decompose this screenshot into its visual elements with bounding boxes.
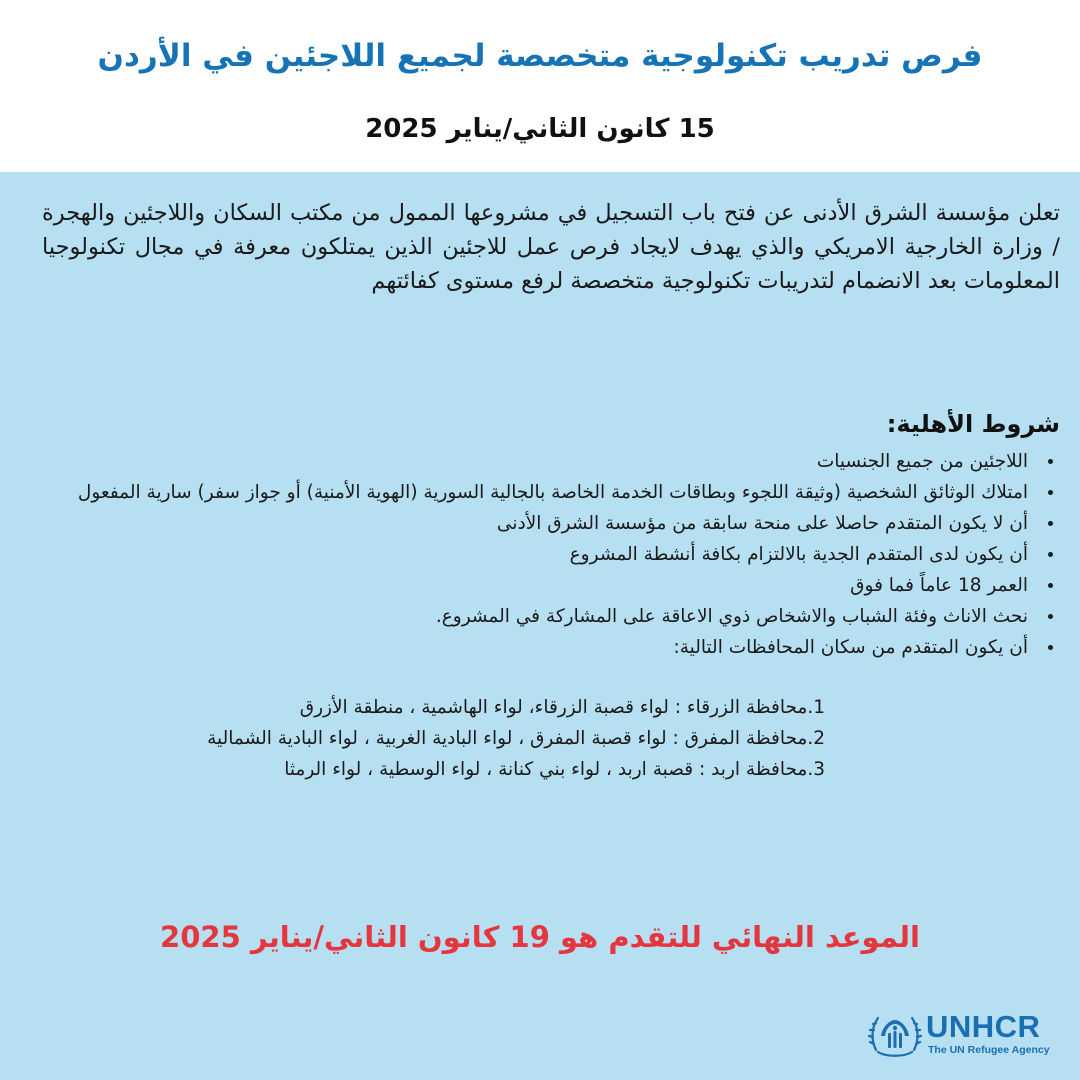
criteria-item: • أن يكون المتقدم من سكان المحافظات التالية: bbox=[40, 632, 1036, 663]
governorate-text: محافظة الزرقاء : لواء قصبة الزرقاء، لواء الهاشمية ، منطقة الأزرق bbox=[299, 697, 808, 718]
eligibility-criteria-list bbox=[40, 446, 1060, 663]
governorates-list bbox=[40, 692, 1060, 785]
governorate-number: 1. bbox=[807, 697, 825, 718]
criteria-item: • أن يكون لدى المتقدم الجدية بالالتزام بكافة أنشطة المشروع bbox=[40, 539, 1036, 570]
governorate-item bbox=[40, 692, 825, 723]
governorate-text: محافظة المفرق : لواء قصبة المفرق ، لواء البادية الغربية ، لواء البادية الشمالية bbox=[207, 728, 808, 749]
page-title: فرص تدريب تكنولوجية متخصصة لجميع اللاجئين في الأردن bbox=[97, 38, 983, 74]
criteria-item: • نحث الاناث وفئة الشباب والاشخاص ذوي الاعاقة على المشاركة في المشروع. bbox=[40, 601, 1036, 632]
criteria-item: • اللاجئين من جميع الجنسيات bbox=[40, 446, 1036, 477]
logo-tagline: The UN Refugee Agency bbox=[928, 1044, 1050, 1056]
unhcr-logo bbox=[868, 1010, 1060, 1060]
governorate-number: 3. bbox=[807, 759, 825, 780]
criteria-item: • العمر 18 عاماً فما فوق bbox=[40, 570, 1036, 601]
logo-wordmark: UNHCR bbox=[926, 1009, 1041, 1044]
header-section bbox=[0, 0, 1080, 172]
criteria-item: • أن لا يكون المتقدم حاصلا على منحة سابقة من مؤسسة الشرق الأدنى bbox=[40, 508, 1036, 539]
governorate-item bbox=[40, 754, 825, 785]
intro-paragraph: تعلن مؤسسة الشرق الأدنى عن فتح باب التسجيل في مشروعها الممول من مكتب السكان واللاجئين والهجرة / وزارة الخارجية الامريكي والذي يهدف لايجاد فرص عمل للاجئين الذين يمتلكون معرفة في مجال تكنولوجيا المعلومات بعد الانضمام لتدريبات تكنولوجية متخصصة لرفع مستوى كفائتهم bbox=[42, 200, 1060, 294]
eligibility-heading: شروط الأهلية: bbox=[886, 410, 1060, 438]
unhcr-emblem-icon bbox=[868, 1010, 922, 1060]
governorate-number: 2. bbox=[807, 728, 825, 749]
publication-date: 15 كانون الثاني/يناير 2025 bbox=[365, 114, 715, 144]
deadline-notice: الموعد النهائي للتقدم هو 19 كانون الثاني/يناير 2025 bbox=[160, 920, 920, 954]
criteria-item: • امتلاك الوثائق الشخصية (وثيقة اللجوء وبطاقات الخدمة الخاصة بالجالية السورية (الهوية الأمنية) أو جواز سفر) سارية المفعول bbox=[40, 477, 1036, 508]
governorate-item bbox=[40, 723, 825, 754]
governorate-text: محافظة اربد : قصبة اربد ، لواء بني كنانة ، لواء الوسطية ، لواء الرمثا bbox=[284, 759, 808, 780]
